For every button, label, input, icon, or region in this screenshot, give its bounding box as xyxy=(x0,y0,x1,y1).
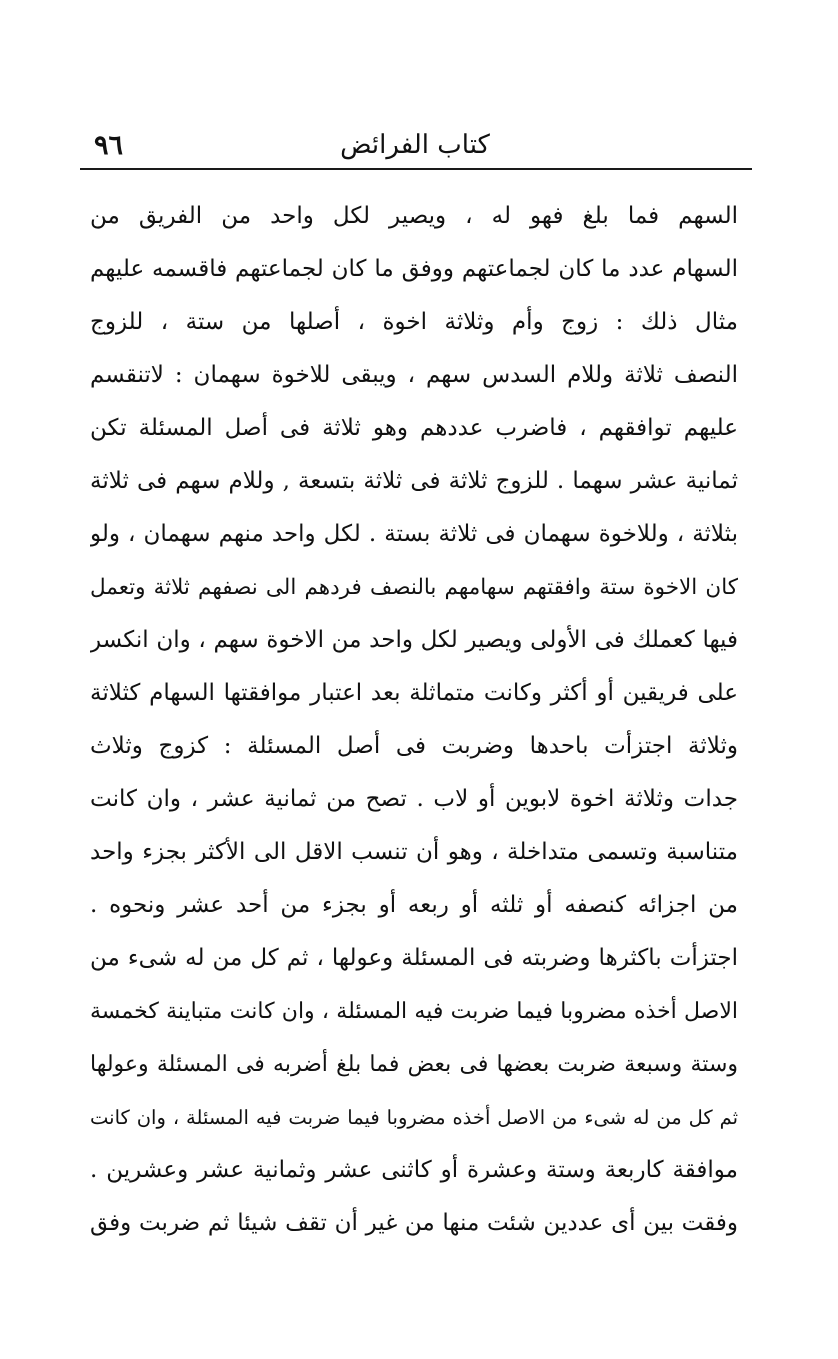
text-line: وستة وسبعة ضربت بعضها فى بعض فما بلغ أضربه فى المسئلة وعولها xyxy=(90,1052,738,1077)
text-line: موافقة كاربعة وستة وعشرة أو كاثنى عشر وثمانية عشر وعشرين . xyxy=(90,1157,738,1183)
body-text xyxy=(90,190,738,1250)
page-header xyxy=(80,118,750,168)
text-line: فيها كعملك فى الأولى ويصير لكل واحد من الاخوة سهم ، وان انكسر xyxy=(90,627,738,653)
text-line: عليهم توافقهم ، فاضرب عددهم وهو ثلاثة فى أصل المسئلة تكن xyxy=(90,415,738,441)
header-rule xyxy=(80,168,752,170)
text-line: جدات وثلاثة اخوة لابوين أو لاب . تصح من ثمانية عشر ، وان كانت xyxy=(90,786,738,812)
text-line: من اجزائه كنصفه أو ثلثه أو ربعه أو بجزء من أحد عشر ونحوه . xyxy=(90,892,738,918)
text-line: مثال ذلك : زوج وأم وثلاثة اخوة ، أصلها من ستة ، للزوج xyxy=(90,309,738,335)
text-line: وفقت بين أى عددين شئت منها من غير أن تقف شيئا ثم ضربت وفق xyxy=(90,1210,738,1236)
text-line: ثمانية عشر سهما . للزوج ثلاثة فى ثلاثة بتسعة , وللام سهم فى ثلاثة xyxy=(90,468,738,494)
text-line: ثم كل من له شىء من الاصل أخذه مضروبا فيما ضربت فيه المسئلة ، وان كانت xyxy=(90,1106,738,1129)
text-line: بثلاثة ، وللاخوة سهمان فى ثلاثة بستة . لكل واحد منهم سهمان ، ولو xyxy=(90,521,738,547)
page-number: ٩٦ xyxy=(94,130,124,161)
text-line: الاصل أخذه مضروبا فيما ضربت فيه المسئلة ، وان كانت متباينة كخمسة xyxy=(90,999,738,1024)
text-line: كان الاخوة ستة وافقتهم سهامهم بالنصف فردهم الى نصفهم ثلاثة وتعمل xyxy=(90,575,738,600)
text-line: النصف ثلاثة وللام السدس سهم ، ويبقى للاخوة سهمان : لاتنقسم xyxy=(90,362,738,388)
text-line: متناسبة وتسمى متداخلة ، وهو أن تنسب الاقل الى الأكثر بجزء واحد xyxy=(90,839,738,865)
text-line: على فريقين أو أكثر وكانت متماثلة بعد اعتبار موافقتها السهام كثلاثة xyxy=(90,680,738,706)
text-line: السهام عدد ما كان لجماعتهم ووفق ما كان لجماعتهم فاقسمه عليهم xyxy=(90,256,738,282)
text-line: وثلاثة اجتزأت باحدها وضربت فى أصل المسئلة : كزوج وثلاث xyxy=(90,733,738,759)
text-line: السهم فما بلغ فهو له ، ويصير لكل واحد من الفريق من xyxy=(90,203,738,229)
text-line: اجتزأت باكثرها وضربته فى المسئلة وعولها ، ثم كل من له شىء من xyxy=(90,945,738,971)
running-title: كتاب الفرائض xyxy=(340,130,490,160)
